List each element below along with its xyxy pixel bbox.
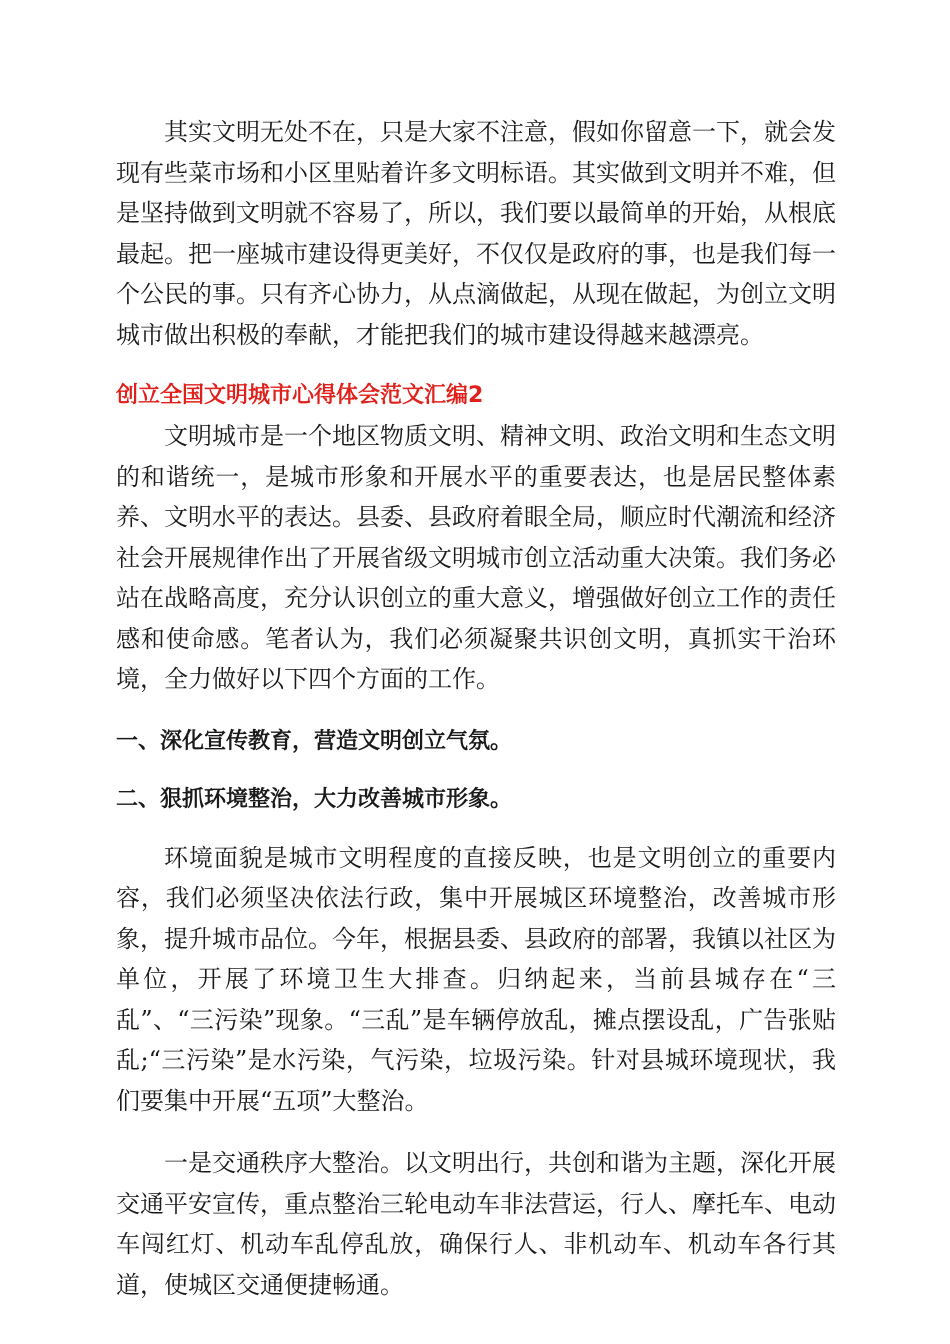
subheading-environment-improvement: 二、狠抓环境整治，大力改善城市形象。 <box>116 786 513 812</box>
section-title-red: 创立全国文明城市心得体会范文汇编2 <box>116 383 484 408</box>
paragraph-environment: 环境面貌是城市文明程度的直接反映，也是文明创立的重要内容，我们必须坚决依法行政，集中开展城区环境整治，改善城市形象，提升城市品位。今年，根据县委、县政府的部署，我镇以社区为单位，开展了环境卫生大排查。归纳起来，当前县城存在“三乱”、“三污染”现象。“三乱”是车辆停放乱，摊点摆设乱，广告张贴乱;“三污染”是水污染，气污染，垃圾污染。针对县城环境现状，我们要集中开展“五项”大整治。 <box>116 843 836 1115</box>
paragraph-civilized-city-definition: 文明城市是一个地区物质文明、精神文明、政治文明和生态文明的和谐统一，是城市形象和开展水平的重要表达，也是居民整体素养、文明水平的表达。县委、县政府着眼全局，顺应时代潮流和经济社会开展规律作出了开展省级文明城市创立活动重大决策。我们务必站在战略高度，充分认识创立的重大意义，增强做好创立工作的责任感和使命感。笔者认为，我们必须凝聚共识创文明，真抓实干治环境，全力做好以下四个方面的工作。 <box>116 422 836 693</box>
paragraph-civilization-everywhere: 其实文明无处不在，只是大家不注意，假如你留意一下，就会发现有些菜市场和小区里贴着许多文明标语。其实做到文明并不难，但是坚持做到文明就不容易了，所以，我们要以最简单的开始，从根底最起。把一座城市建设得更美好，不仅仅是政府的事，也是我们每一个公民的事。只有齐心协力，从点滴做起，从现在做起，为创立文明城市做出积极的奉献，才能把我们的城市建设得越来越漂亮。 <box>116 118 836 349</box>
paragraph-traffic-order: 一是交通秩序大整治。以文明出行，共创和谐为主题，深化开展交通平安宣传，重点整治三轮电动车非法营运，行人、摩托车、电动车闯红灯、机动车乱停乱放，确保行人、非机动车、机动车各行其道，使城区交通便捷畅通。 <box>116 1149 836 1299</box>
subheading-publicity-education: 一、深化宣传教育，营造文明创立气氛。 <box>116 728 513 754</box>
document-body <box>116 112 836 1305</box>
